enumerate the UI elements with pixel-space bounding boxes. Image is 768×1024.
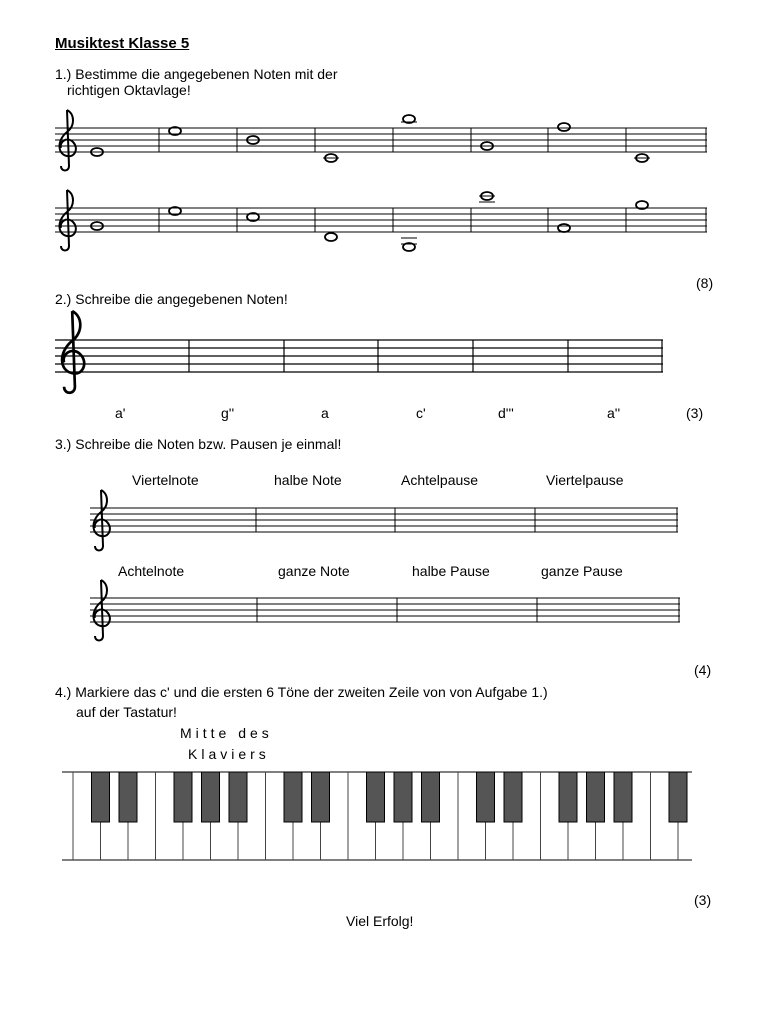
black-key[interactable] — [394, 772, 412, 822]
black-key[interactable] — [422, 772, 440, 822]
black-key[interactable] — [559, 772, 577, 822]
black-key[interactable] — [229, 772, 247, 822]
task4-instruction-cont: auf der Tastatur! — [76, 704, 177, 720]
task4-points: (3) — [694, 892, 712, 908]
middle-label-line1: Mitte des — [180, 725, 273, 741]
label-halbe-pause: halbe Pause — [412, 563, 490, 579]
middle-label-line2: Klaviers — [188, 746, 270, 762]
label-viertelpause: Viertelpause — [546, 472, 624, 488]
note-name-6: a'' — [607, 405, 621, 421]
note-name-3: a — [321, 405, 329, 421]
task1-staff-2 — [55, 190, 707, 251]
task1-points: (8) — [696, 275, 714, 291]
black-key[interactable] — [202, 772, 220, 822]
task1-instruction: 1.) Bestimme die angegebenen Noten mit der — [55, 66, 338, 82]
closing-text: Viel Erfolg! — [346, 913, 414, 929]
black-key[interactable] — [119, 772, 137, 822]
black-key[interactable] — [477, 772, 495, 822]
task1-staff-1 — [55, 110, 707, 171]
note-name-1: a' — [115, 405, 126, 421]
piano-keyboard[interactable] — [62, 772, 692, 860]
label-viertelnote: Viertelnote — [132, 472, 199, 488]
black-key[interactable] — [504, 772, 522, 822]
task3-staff-1 — [90, 490, 678, 551]
task3-staff-2 — [90, 580, 680, 641]
black-key[interactable] — [284, 772, 302, 822]
task2-staff — [55, 311, 663, 393]
whole-note-icon — [558, 224, 570, 232]
black-key[interactable] — [587, 772, 605, 822]
task4-instruction: 4.) Markiere das c' und die ersten 6 Töne der zweiten Zeile von von Aufgabe 1.) — [55, 684, 548, 700]
whole-note-icon — [325, 233, 337, 241]
note-name-4: c' — [416, 405, 426, 421]
label-achtelpause: Achtelpause — [401, 472, 479, 488]
label-achtelnote: Achtelnote — [118, 563, 185, 579]
treble-clef-icon — [62, 311, 84, 393]
black-key[interactable] — [174, 772, 192, 822]
task2-points: (3) — [686, 405, 704, 421]
label-ganze-note: ganze Note — [278, 563, 350, 579]
black-key[interactable] — [367, 772, 385, 822]
whole-note-icon — [558, 123, 570, 131]
label-ganze-pause: ganze Pause — [541, 563, 623, 579]
page-title: Musiktest Klasse 5 — [55, 35, 190, 52]
task3-instruction: 3.) Schreibe die Noten bzw. Pausen je einmal! — [55, 436, 342, 452]
task1-instruction-cont: richtigen Oktavlage! — [67, 82, 191, 98]
black-key[interactable] — [669, 772, 687, 822]
note-name-2: g'' — [221, 405, 235, 421]
label-halbe-note: halbe Note — [274, 472, 342, 488]
black-key[interactable] — [614, 772, 632, 822]
task2-instruction: 2.) Schreibe die angegebenen Noten! — [55, 291, 288, 307]
black-key[interactable] — [312, 772, 330, 822]
note-name-5: d''' — [498, 405, 514, 421]
task3-points: (4) — [694, 662, 712, 678]
black-key[interactable] — [92, 772, 110, 822]
